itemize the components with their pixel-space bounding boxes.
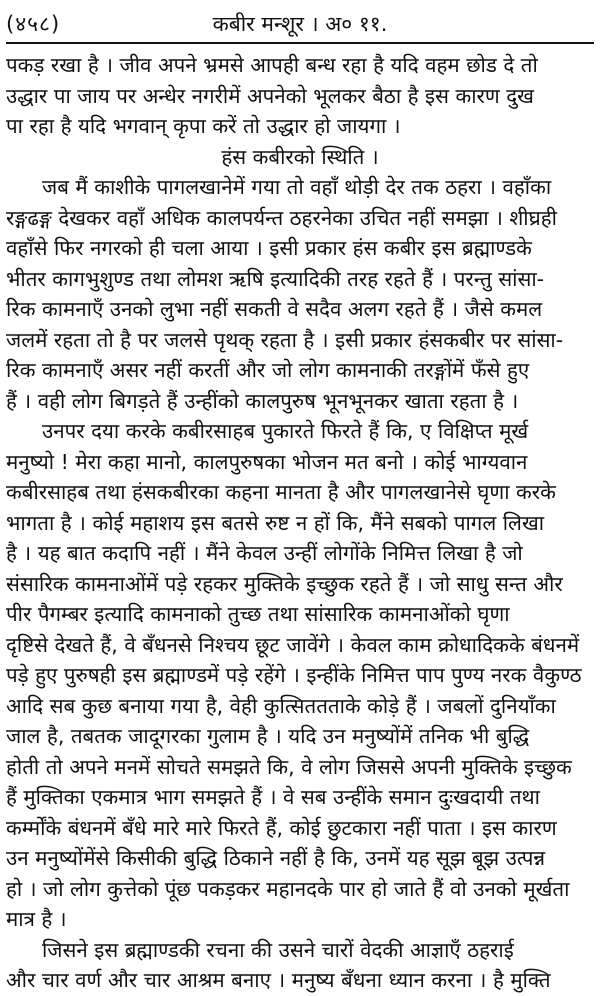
- text-line: जाल है, तबतक जादूगरका गुलाम है । यदि उन मनुष्योंमें तनिक भी बुद्धि: [6, 724, 530, 748]
- text-line: होती तो अपने मनमें सोचते समझते कि, वे लोग जिससे अपनी मुक्तिके इच्छुक: [6, 754, 572, 779]
- paragraph-first-line: जिसने इस ब्रह्माण्डकी रचना की उसने चारों वेदकी आज्ञाएँ ठहराई: [42, 937, 514, 962]
- text-line: आदि सब कुछ बनाया गया है, वेही कुत्सिततताके कोड़े हैं । जबलों दुनियाँका: [6, 693, 556, 718]
- text-line: संसारिक कामनाओंमें पड़े रहकर मुक्तिके इच्छुक रहते हैं । जो साधु सन्त और: [6, 571, 563, 596]
- paragraph-first-line: उनपर दया करके कबीरसाहब पुकारते फिरते हैं कि, ए विक्षिप्त मूर्ख: [42, 419, 529, 443]
- text-line: वहाँसे फिर नगरको ही चला आया । इसी प्रकार हंस कबीर इस ब्रह्माण्डके: [6, 236, 532, 260]
- paragraph-first-line: जब मैं काशीके पागलखानेमें गया तो वहाँ थोड़ी देर तक ठहरा । वहाँका: [42, 175, 552, 199]
- text-line: कर्म्मोंके बंधनमें बँधे मारे मारे फिरते हैं, कोई छुटकारा नहीं पाता । इस कारण: [6, 815, 557, 840]
- text-line: जलमें रहता तो है पर जलसे पृथक् रहता है । इसी प्रकार हंसकबीर पर सांसा-: [6, 327, 564, 352]
- text-line: कबीरसाहब तथा हंसकबीरका कहना मानता है और पागलखानेसे घृणा करके: [6, 480, 556, 504]
- text-line: रिक कामनाएँ उनको लुभा नहीं सकती वे सदैव अलग रहते हैं । जैसे कमल: [6, 297, 543, 321]
- page-header: [6, 8, 594, 44]
- text-line: भागता है । कोई महाशय इस बतसे रुष्ट न हों कि, मैंने सबको पागल लिखा: [6, 510, 545, 535]
- text-line: मनुष्यो ! मेरा कहा मानो, कालपुरुषका भोजन मत बनो । कोई भाग्यवान: [6, 449, 528, 474]
- page-number: (४५८): [6, 12, 61, 36]
- text-line: हैं मुक्तिका एकमात्र भाग समझते हैं । वे सब उन्हींके समान दुःखदायी तथा: [6, 785, 540, 809]
- text-line: रिक कामनाएँ असर नहीं करतीं और जो लोग कामनाकी तरङ्गोंमें फँसे हुए: [6, 358, 530, 382]
- text-line: और चार वर्ण और चार आश्रम बनाए । मनुष्य बँधना ध्यान करना । है मुक्ति: [6, 968, 551, 992]
- text-line: पकड़ रखा है । जीव अपने भ्रमसे आपही बन्ध रहा है यदि वहम छोड दे तो: [6, 53, 538, 77]
- section-heading: हंस कबीरको स्थिति ।: [221, 144, 379, 169]
- text-line: है । यह बात कदापि नहीं । मैंने केवल उन्हीं लोगोंके निमित्त लिखा है जो: [6, 541, 523, 565]
- text-line: मात्र है ।: [6, 907, 67, 931]
- text-line: पड़े हुए पुरुषही इस ब्रह्माण्डमें पड़े रहेंगे । इन्हींके निमित्त पाप पुण्य नरक वैकुण्ठ: [6, 663, 582, 687]
- text-line: उद्धार पा जाय पर अन्धेर नगरीमें अपनेको भूलकर बैठा है इस कारण दुख: [6, 83, 534, 108]
- body-text: [6, 50, 594, 996]
- text-line: भीतर कागभुशुण्ड तथा लोमश ऋषि इत्यादिकी तरह रहते हैं । परन्तु सांसा-: [6, 266, 545, 291]
- text-line: दृष्टिसे देखते हैं, वे बँधनसे निश्चय छूट जावेंगे । केवल काम क्रोधादिकके बंधनमें: [6, 632, 580, 657]
- running-title: कबीर मन्शूर । अ० ११.: [212, 12, 388, 36]
- text-line: हो । जो लोग कुत्तेको पूंछ पकड़कर महानदके पार हो जाते हैं वो उनको मूर्खता: [6, 876, 570, 901]
- text-line: पीर पैगम्बर इत्यादि कामनाको तुच्छ तथा सांसारिक कामनाओंको घृणा: [6, 602, 510, 626]
- text-line: हैं । वही लोग बिगड़ते हैं उन्हींको कालपुरुष भूनभूनकर खाता रहता है ।: [6, 388, 519, 413]
- text-line: उन मनुष्योंमेंसे किसीकी बुद्धि ठिकाने नहीं है कि, उनमें यह सूझ बूझ उत्पन्न: [6, 846, 546, 870]
- text-line: रङ्गढङ्ग देखकर वहाँ अधिक कालपर्यन्त ठहरनेका उचित नहीं समझा । शीघ्रही: [6, 205, 557, 230]
- text-line: पा रहा है यदि भगवान् कृपा करें तो उद्धार हो जायगा ।: [6, 114, 401, 138]
